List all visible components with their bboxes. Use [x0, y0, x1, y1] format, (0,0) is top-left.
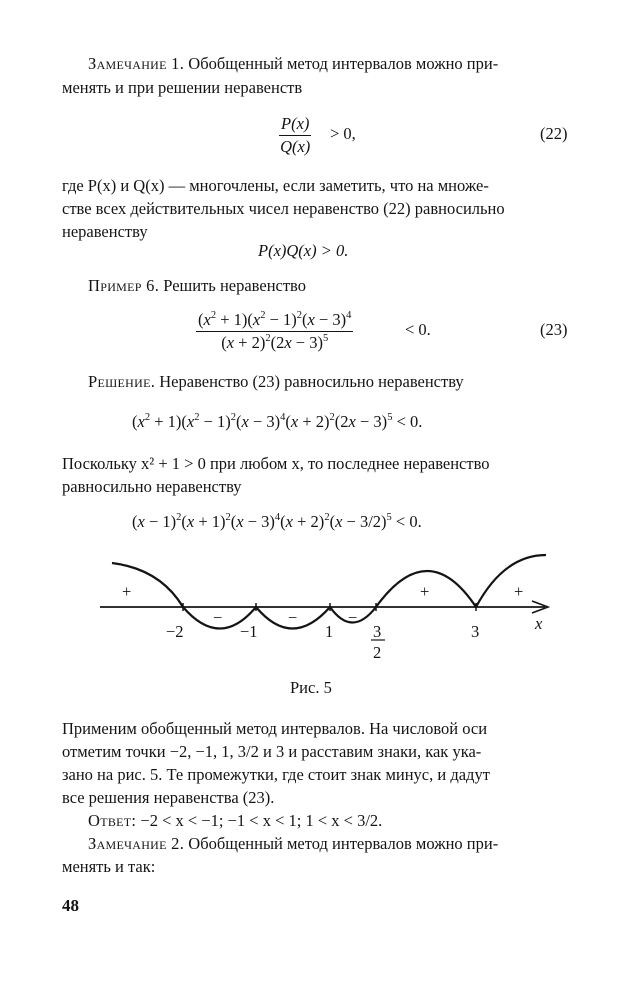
- para1-line2: стве всех действительных чисел неравенство (22) равносильно: [62, 199, 505, 218]
- sign-6: +: [514, 582, 524, 601]
- solution: Решение. Неравенство (23) равносильно неравенству: [88, 372, 464, 391]
- remark1-line1: Замечание 1. Обобщенный метод интервалов можно при-: [88, 54, 499, 73]
- axis-label: x: [535, 614, 543, 633]
- eq-pq: P(x)Q(x) > 0.: [258, 241, 349, 260]
- remark1-label: Замечание 1.: [88, 54, 185, 73]
- point-label-3-den: 2: [373, 643, 382, 662]
- remark2-line1: Замечание 2. Обобщенный метод интервалов можно при-: [88, 834, 499, 853]
- point-label-minus1: −1: [240, 622, 258, 641]
- ineq23-numerator: $(x^2 + 1)(x^2 - 1)^2(x - 3)^4$: [196, 310, 353, 332]
- eq-product: $(x^2 + 1)(x^2 - 1)^2(x - 3)^4(x + 2)^2(2x - 3)^5 < 0$.: [132, 412, 423, 431]
- para1-line1: где P(x) и Q(x) — многочлены, если заметить, что на множе-: [62, 176, 489, 195]
- para2-line1: Поскольку x² + 1 > 0 при любом x, то последнее неравенство: [62, 454, 490, 473]
- sign-1: +: [122, 582, 132, 601]
- figure-caption: Рис. 5: [290, 678, 332, 697]
- para3-line2: отметим точки −2, −1, 1, 3/2 и 3 и расставим знаки, как ука-: [62, 742, 482, 761]
- remark2-line2: менять и так:: [62, 857, 156, 876]
- point-label-1: 1: [325, 622, 334, 641]
- example6: Пример 6. Решить неравенство: [88, 276, 306, 295]
- eq-equivalent: $(x - 1)^2(x + 1)^2(x - 3)^4(x + 2)^2(x - 3/2)^5 < 0$.: [132, 512, 422, 531]
- ineq22-relation: > 0,: [330, 124, 356, 143]
- para3-line1: Применим обобщенный метод интервалов. На числовой оси: [62, 719, 488, 738]
- point-label-minus2: −2: [166, 622, 184, 641]
- page-number: 48: [62, 896, 79, 915]
- remark1-line2: менять и при решении неравенств: [62, 78, 303, 97]
- para3-line4: все решения неравенства (23).: [62, 788, 275, 807]
- sign-curve: [112, 555, 546, 629]
- ineq22-tag: (22): [540, 124, 568, 143]
- ineq23-relation: < 0.: [405, 320, 431, 339]
- ineq23-tag: (23): [540, 320, 568, 339]
- point-label-3-num: 3: [373, 622, 382, 641]
- para3-line3: зано на рис. 5. Те промежутки, где стоит знак минус, и дадут: [62, 765, 490, 784]
- answer: Ответ: −2 < x < −1; −1 < x < 1; 1 < x < 3/2.: [88, 811, 383, 830]
- sign-4: −: [348, 608, 358, 627]
- sign-5: +: [420, 582, 430, 601]
- sign-2: −: [213, 608, 223, 627]
- ineq23-denominator: $(x + 2)^2(2x - 3)^5$: [221, 333, 329, 352]
- point-label-3: 3: [471, 622, 480, 641]
- para1-line3: неравенству: [62, 222, 148, 241]
- sign-3: −: [288, 608, 298, 627]
- ineq22-fraction: $\frac{P(x)}{Q(x)}$: [280, 114, 311, 156]
- para2-line2: равносильно неравенству: [62, 477, 242, 496]
